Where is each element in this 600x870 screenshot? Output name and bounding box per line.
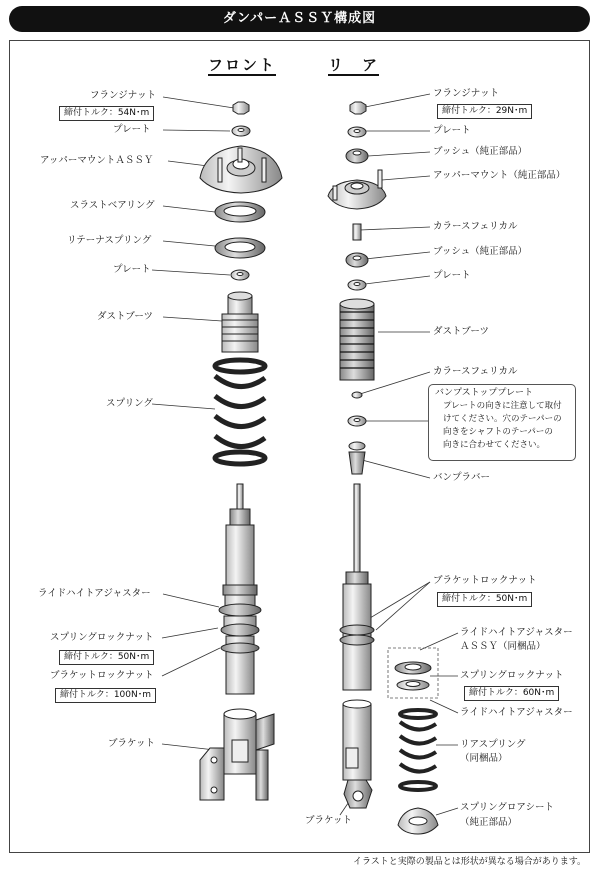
rear-bush-label-1: ブッシュ（純正部品） xyxy=(433,146,528,157)
front-bracket-label: ブラケット xyxy=(108,738,156,749)
front-upper-mount-label: アッパーマウントＡＳＳＹ xyxy=(40,155,154,166)
front-ride-height-adjuster-label: ライドハイトアジャスター xyxy=(38,588,151,599)
rear-spring-lower-seat-label: スプリングロアシート xyxy=(460,802,555,813)
rear-flange-nut-torque: 締付トルク：29N･m xyxy=(437,104,532,119)
rear-column-heading: リ ア xyxy=(328,56,380,74)
rear-bracket-lock-nut-label: ブラケットロックナット xyxy=(433,575,537,586)
rear-plate-label-1: プレート xyxy=(433,125,471,136)
rear-spring-lock-nut-torque: 締付トルク：60N･m xyxy=(464,686,559,701)
rear-ride-height-assy-label: ライドハイトアジャスター xyxy=(460,627,573,638)
rear-spring-label: リアスプリング xyxy=(460,739,526,750)
front-flange-nut-torque: 締付トルク：54N･m xyxy=(59,106,154,121)
front-dust-boot-label: ダストブーツ xyxy=(97,311,154,322)
front-column-heading: フロント xyxy=(208,56,277,74)
front-plate-label-1: プレート xyxy=(113,124,151,135)
front-spring-label: スプリング xyxy=(106,398,153,409)
rear-spring-note: （同梱品） xyxy=(460,753,508,764)
rear-flange-nut-label: フランジナット xyxy=(433,88,500,99)
rear-bracket-lock-nut-torque: 締付トルク：50N･m xyxy=(437,592,532,607)
front-spring-lock-nut-label: スプリングロックナット xyxy=(50,632,154,643)
rear-spring-lock-nut-label: スプリングロックナット xyxy=(460,670,564,681)
rear-collar-spherical-label-1: カラースフェリカル xyxy=(433,221,518,232)
rear-ride-height-adjuster-label: ライドハイトアジャスター xyxy=(460,707,573,718)
rear-bracket-label: ブラケット xyxy=(305,815,353,826)
bump-stop-plate-label: バンプストッププレート xyxy=(435,388,534,398)
front-flange-nut-label: フランジナット xyxy=(90,90,157,101)
rear-collar-spherical-label-2: カラースフェリカル xyxy=(433,366,518,377)
front-plate-label-2: プレート xyxy=(113,264,151,275)
rear-dust-boot-label: ダストブーツ xyxy=(433,326,490,337)
rear-bump-rubber-label: バンプラバー xyxy=(433,472,491,483)
front-retainer-spring-label: リテーナスプリング xyxy=(67,235,152,246)
front-spring-lock-nut-torque: 締付トルク：50N･m xyxy=(59,650,154,665)
front-thrust-bearing-label: スラストベアリング xyxy=(70,200,155,211)
rear-bush-label-2: ブッシュ（純正部品） xyxy=(433,246,528,257)
rear-upper-mount-label: アッパーマウント（純正部品） xyxy=(433,170,566,181)
rear-plate-label-2: プレート xyxy=(433,270,471,281)
front-bracket-lock-nut-label: ブラケットロックナット xyxy=(50,670,154,681)
bump-stop-plate-instructions: プレートの向きに注意して取付 けてください。穴のテーパーの 向きをシャフトのテーパーの 向きに合わせてください。 xyxy=(443,401,562,450)
front-bracket-lock-nut-torque: 締付トルク：100N･m xyxy=(55,688,156,703)
diagram-title: ダンパーＡＳＳＹ構成図 xyxy=(9,6,590,32)
footer-disclaimer: イラストと実際の製品とは形状が異なる場合があります。 xyxy=(352,857,586,867)
rear-ride-height-assy-note: ＡＳＳＹ（同梱品） xyxy=(460,641,546,652)
bump-stop-plate-note xyxy=(428,384,576,461)
rear-spring-lower-seat-note: （純正部品） xyxy=(460,817,518,828)
